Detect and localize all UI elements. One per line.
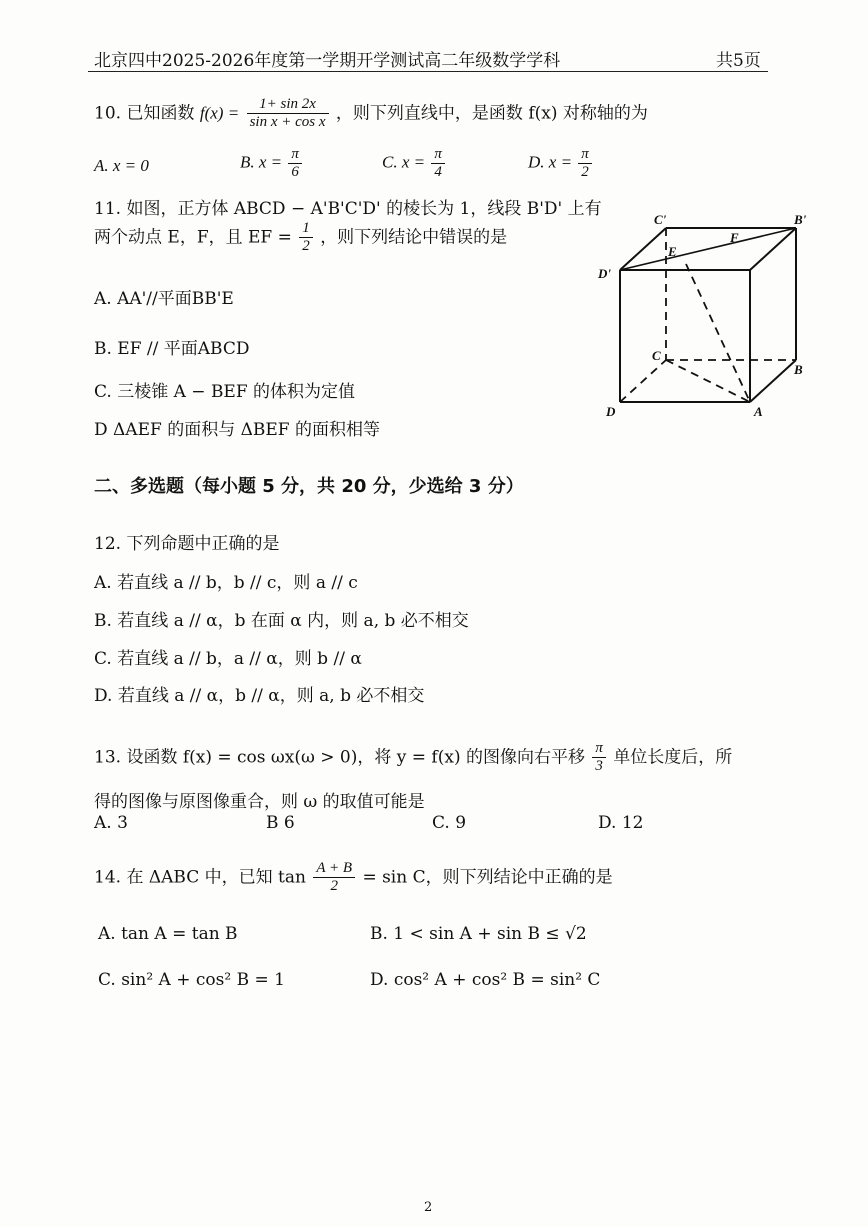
page-number: 2: [424, 1200, 433, 1215]
q10-option-b-num: π: [288, 146, 302, 164]
question-10: [94, 96, 648, 132]
q11-fraction-num: 1: [299, 220, 313, 238]
q12-option-d: D. 若直线 a // α，b // α，则 a, b 必不相交: [94, 686, 425, 706]
edge-a-b: [750, 360, 796, 402]
header-title: 北京四中2025-2026年度第一学期开学测试高二年级数学学科: [94, 51, 561, 71]
q10-option-b-label: B. x =: [240, 152, 283, 172]
q10-option-d-fraction: [578, 146, 592, 182]
label-d1: D': [598, 266, 611, 281]
q13-option-c: C. 9: [432, 813, 467, 833]
q10-option-d-label: D. x =: [528, 152, 573, 172]
label-e: E: [668, 244, 677, 259]
q14-option-d: D. cos² A + cos² B = sin² C: [370, 970, 601, 990]
q13-option-d: D. 12: [598, 813, 644, 833]
q14-option-a: A. tan A = tan B: [98, 924, 238, 944]
segment-b1-d1: [620, 228, 796, 270]
q11-option-c: C. 三棱锥 A − BEF 的体积为定值: [94, 382, 356, 402]
label-b1: B': [794, 212, 807, 227]
header-rule: [88, 71, 768, 72]
q12-option-b: B. 若直线 a // α，b 在面 α 内，则 a, b 必不相交: [94, 611, 469, 631]
q10-numerator: 1+ sin 2x: [247, 96, 329, 114]
q10-prefix: 10. 已知函数: [94, 103, 195, 124]
q10-option-c-num: π: [431, 146, 445, 164]
q11-line2: [94, 220, 507, 256]
q13-line1-prefix: 13. 设函数 f(x) = cos ωx(ω > 0)，将 y = f(x) 的图像向右平移: [94, 747, 585, 768]
q10-option-b-fraction: [288, 146, 302, 182]
q10-option-a: A. x = 0: [94, 156, 149, 175]
label-b: B: [794, 362, 803, 377]
hidden-edge-c-a: [666, 360, 750, 402]
q11-line1: 11. 如图，正方体 ABCD − A'B'C'D' 的棱长为 1，线段 B'D' 上有: [94, 199, 602, 219]
header-page-count: 共5页: [716, 51, 761, 71]
label-f: F: [730, 230, 739, 245]
q14-prefix: 14. 在 ΔABC 中，已知 tan: [94, 867, 306, 888]
q10-option-b: [240, 146, 304, 182]
q10-suffix: ，则下列直线中，是函数 f(x) 对称轴的为: [335, 103, 648, 124]
q14-fraction-num: A + B: [313, 860, 355, 878]
hidden-segment-e-a: [686, 264, 750, 402]
q13-option-a: A. 3: [94, 813, 128, 833]
q10-denominator: sin x + cos x: [249, 114, 326, 131]
q12-option-a: A. 若直线 a // b，b // c，则 a // c: [94, 573, 358, 593]
q12-option-c: C. 若直线 a // b，a // α，则 b // α: [94, 649, 362, 669]
q14-suffix: = sin C，则下列结论中正确的是: [362, 867, 613, 888]
q14-fraction-den: 2: [330, 878, 338, 895]
hidden-edge-d-c: [620, 360, 666, 402]
q11-option-a: A. AA'//平面BB'E: [94, 289, 234, 309]
section-2-title: 二、多选题（每小题 5 分，共 20 分，少选给 3 分）: [94, 476, 524, 497]
q14-option-c: C. sin² A + cos² B = 1: [98, 970, 285, 990]
q10-option-b-den: 6: [291, 164, 299, 181]
q13-line1: [94, 740, 732, 776]
q13-fraction-num: π: [592, 740, 606, 758]
q10-option-d-num: π: [578, 146, 592, 164]
q11-option-b: B. EF // 平面ABCD: [94, 339, 250, 359]
label-a: A: [754, 404, 763, 419]
q10-option-c-fraction: [431, 146, 445, 182]
q14-stem: [94, 860, 613, 896]
q10-option-c-den: 4: [434, 164, 442, 181]
q10-fraction: [247, 96, 329, 132]
q14-option-b: B. 1 < sin A + sin B ≤ √2: [370, 924, 587, 944]
q12-stem: 12. 下列命题中正确的是: [94, 534, 280, 554]
q10-option-c-label: C. x =: [382, 152, 426, 172]
q11-option-d: D ΔAEF 的面积与 ΔBEF 的面积相等: [94, 420, 380, 440]
q11-fraction-den: 2: [302, 238, 310, 255]
q10-option-c: [382, 146, 447, 182]
q13-line2: 得的图像与原图像重合，则 ω 的取值可能是: [94, 792, 425, 812]
label-d: D: [606, 404, 616, 419]
label-c1: C': [654, 212, 667, 227]
q13-option-b: B 6: [266, 813, 295, 833]
q14-fraction: [313, 860, 355, 896]
q11-line2-prefix: 两个动点 E，F，且 EF =: [94, 227, 292, 248]
q11-line2-suffix: ，则下列结论中错误的是: [320, 227, 508, 248]
label-c: C: [652, 348, 661, 363]
q10-fx: f(x) =: [199, 103, 240, 123]
q13-line1-suffix: 单位长度后，所: [613, 747, 733, 768]
q10-option-d: [528, 146, 594, 182]
q13-fraction: [592, 740, 606, 776]
q13-fraction-den: 3: [595, 758, 603, 775]
q10-option-d-den: 2: [581, 164, 589, 181]
q11-fraction: [299, 220, 313, 256]
cube-diagram: [590, 200, 820, 430]
